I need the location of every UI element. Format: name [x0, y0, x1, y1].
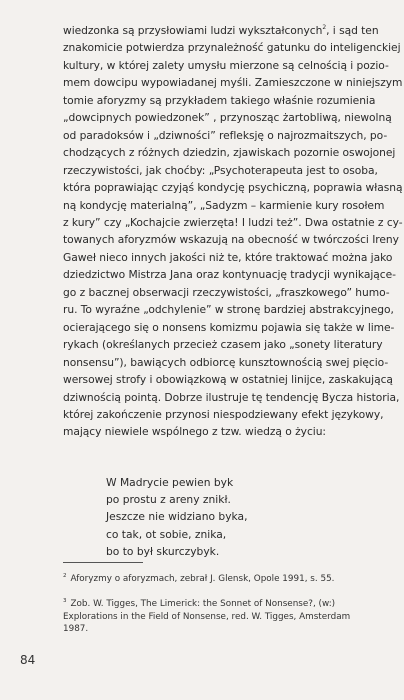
footnote-ref: 2: [322, 24, 327, 31]
poem-line: co tak, ot sobie, znika,: [106, 527, 227, 541]
text-line: mający niewiele wspólnego z tzw. wiedzą o życiu:: [63, 425, 326, 439]
text-line: mem dowcipu wypowiadanej myśli. Zamieszczone w niniejszym: [63, 76, 403, 90]
text-line: dziedzictwo Mistrza Jana oraz kontynuację tradycji wynikające-: [63, 268, 396, 282]
text-line: ocierającego się o nonsens komizmu pojawia się także w lime-: [63, 320, 395, 334]
text-line: chodzących z różnych dziedzin, zjawiskach pozornie oswojonej: [63, 146, 396, 160]
footnote: [63, 573, 363, 586]
footnote: [63, 598, 363, 636]
text-line: z kury” czy „Kochajcie zwierzęta! I ludzi też”. Dwa ostatnie z cy-: [63, 215, 403, 229]
text-line: ru. To wyraźne „odchylenie” w stronę bardziej abstrakcyjnego,: [63, 303, 394, 317]
text-line: tomie aforyzmy są przykładem takiego właśnie rozumienia: [63, 93, 376, 107]
footnote-text: Aforyzmy o aforyzmach, zebrał J. Glensk, Opole 1991, s. 55.: [70, 574, 335, 584]
footnote-mark: 2: [63, 573, 67, 579]
text-line: rzeczywistości, jak choćby: „Psychoterapeuta jest to osoba,: [63, 163, 378, 177]
text-line: której zakończenie przynosi niespodziewany efekt językowy,: [63, 407, 384, 421]
text-line: towanych aforyzmów wskazują na obecność w twórczości Ireny: [63, 233, 399, 247]
text-line: nonsensu”), bawiących odbiorcę kunsztownością swej pięcio-: [63, 355, 389, 369]
text-line: kultury, w której zalety umysłu mierzone są celnością i pozio-: [63, 58, 389, 72]
text-line: wersowej strofy i obowiązkową w ostatniej linijce, zaskakującą: [63, 373, 393, 387]
footnote-mark: 3: [63, 598, 67, 604]
text-line: „dowcipnych powiedzonek” , przynosząc żartobliwą, niewolną: [63, 111, 392, 125]
poem-line: W Madrycie pewien byk: [106, 476, 234, 489]
text-line: go z bacznej obserwacji rzeczywistości, „fraszkowego” humo-: [63, 285, 390, 299]
text-line: znakomicie potwierdza przynależność gatunku do inteligenckiej: [63, 41, 401, 55]
poem-line: bo to był skurczybyk.: [106, 544, 220, 558]
footnote-text: Zob. W. Tigges, The Limerick: the Sonnet of Nonsense?, (w:) Explorations in the Field of Nonsense, red. W. Tigges, Amsterdam 1987.: [63, 599, 351, 634]
page-number: 84: [20, 653, 36, 667]
poem-line: po prostu z areny znikł.: [106, 493, 231, 507]
text-line: która poprawiając czyjąś kondycję psychiczną, poprawia własną: [63, 181, 403, 195]
text-line: od paradoksów i „dziwności” refleksję o najrozmaitszych, po-: [63, 128, 388, 142]
limerick-poem: [106, 474, 366, 560]
text-line: dziwnością pointą. Dobrze ilustruje tę tendencję Bycza historia,: [63, 390, 400, 404]
text-line: Gaweł nieco innych jakości niż te, które traktować można jako: [63, 250, 393, 264]
poem-line: Jeszcze nie widziano byka,: [106, 510, 248, 524]
text-line: ną kondycję materialną”, „Sadyzm – karmienie kury rosołem: [63, 198, 385, 212]
text-line: rykach (określanych przecież czasem jako „sonety literatury: [63, 338, 383, 352]
footnote-divider: [63, 562, 143, 563]
main-paragraph: [63, 22, 403, 441]
text-line: wiedzonka są przysłowiami ludzi wykształconych$^2$, i sąd ten: [63, 24, 379, 37]
